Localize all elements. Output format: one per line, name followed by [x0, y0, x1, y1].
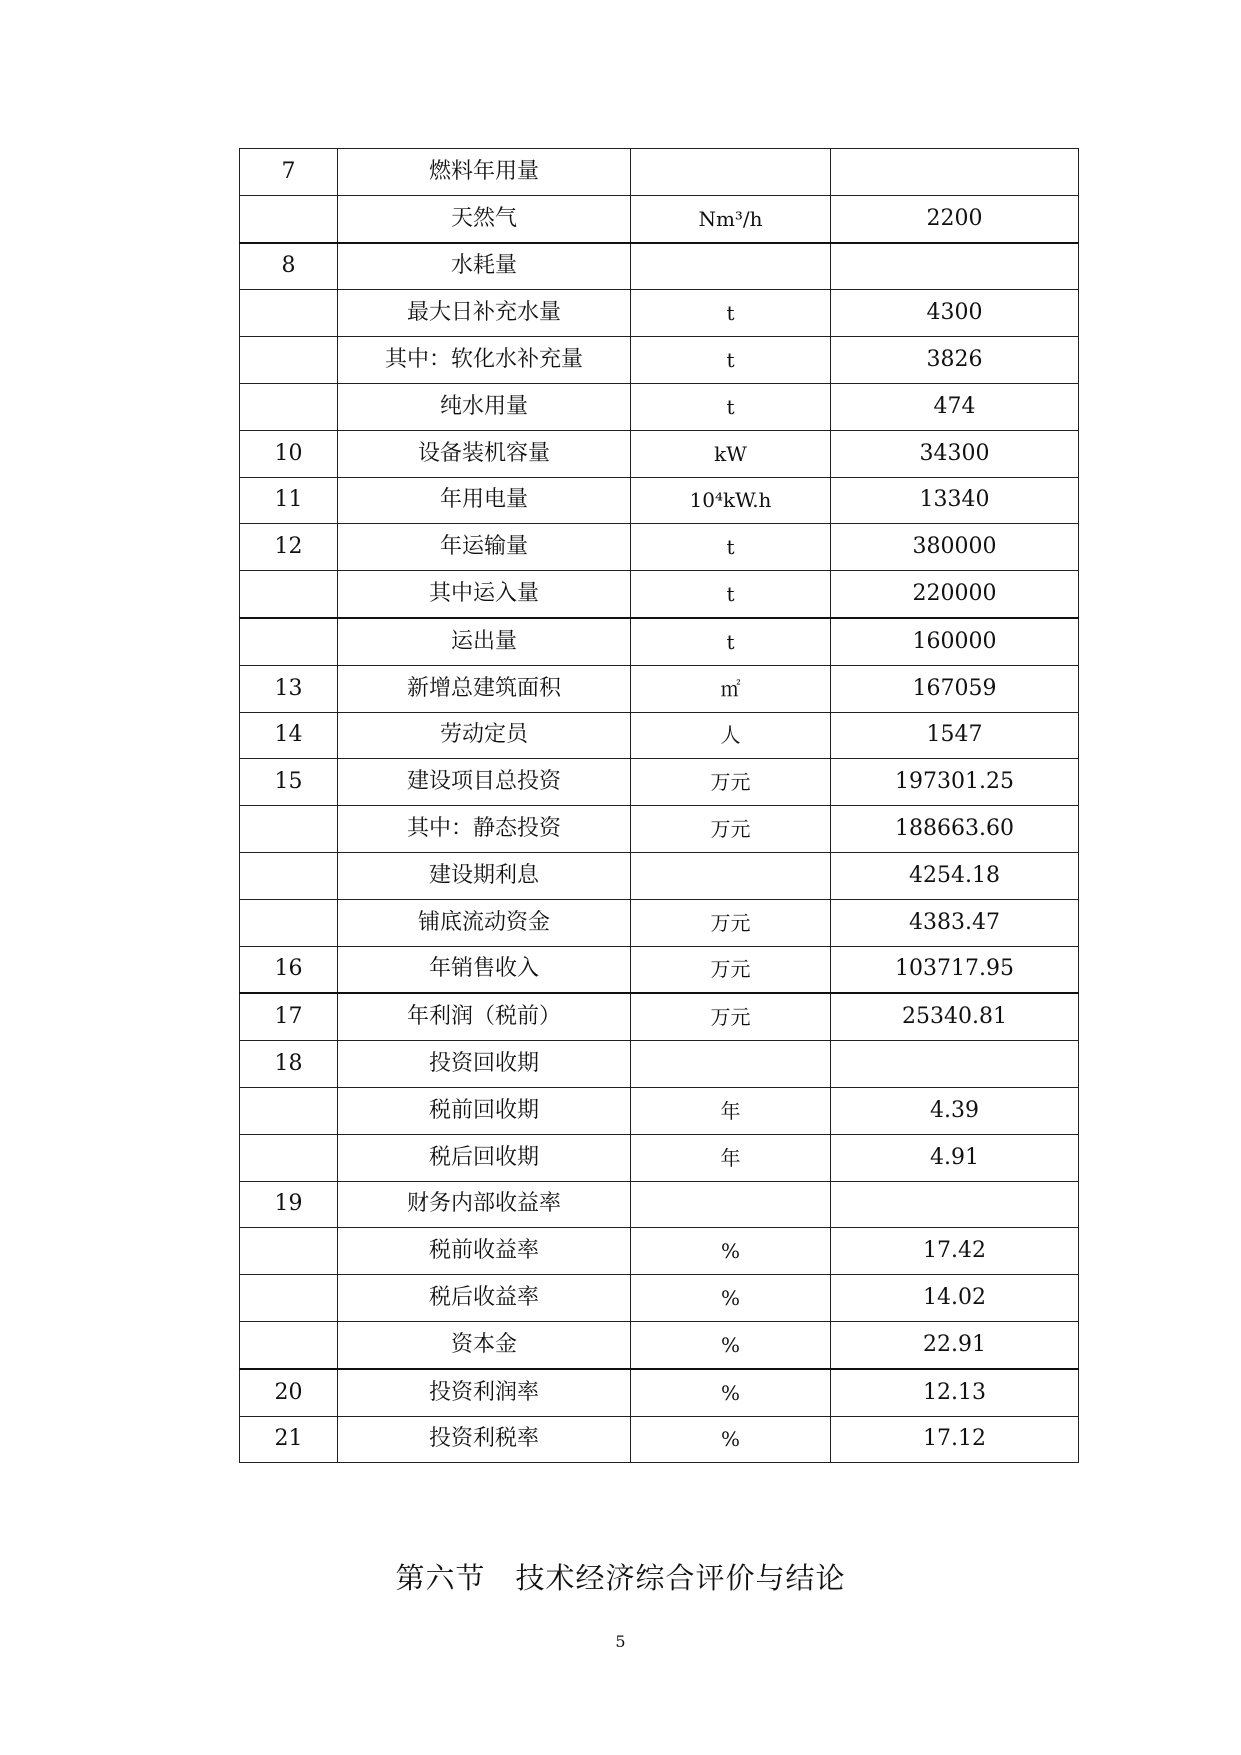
item-name-cell: 水耗量 — [338, 243, 631, 290]
item-name-cell: 年销售收入 — [338, 946, 631, 993]
unit-cell — [631, 852, 831, 899]
item-name-cell: 财务内部收益率 — [338, 1181, 631, 1228]
unit-cell: t — [631, 524, 831, 571]
unit-cell: 年 — [631, 1134, 831, 1181]
value-cell: 3826 — [831, 337, 1079, 384]
unit-cell — [631, 243, 831, 290]
item-name-cell: 其中：软化水补充量 — [338, 337, 631, 384]
value-cell — [831, 1041, 1079, 1088]
table-row — [240, 1041, 1079, 1088]
table-row — [240, 1134, 1079, 1181]
table-row — [240, 337, 1079, 384]
value-cell: 188663.60 — [831, 806, 1079, 853]
row-number-cell — [240, 195, 338, 242]
unit-cell: kW — [631, 430, 831, 477]
item-name-cell: 资本金 — [338, 1321, 631, 1368]
row-number-cell — [240, 852, 338, 899]
item-name-cell: 税后回收期 — [338, 1134, 631, 1181]
value-cell: 197301.25 — [831, 759, 1079, 806]
value-cell: 13340 — [831, 477, 1079, 524]
unit-cell: 万元 — [631, 899, 831, 946]
item-name-cell: 投资利润率 — [338, 1369, 631, 1416]
value-cell: 25340.81 — [831, 993, 1079, 1040]
row-number-cell: 19 — [240, 1181, 338, 1228]
row-number-cell: 13 — [240, 665, 338, 712]
value-cell: 160000 — [831, 618, 1079, 665]
value-cell: 4254.18 — [831, 852, 1079, 899]
unit-cell — [631, 1181, 831, 1228]
row-number-cell: 20 — [240, 1369, 338, 1416]
value-cell — [831, 1181, 1079, 1228]
item-name-cell: 其中：静态投资 — [338, 806, 631, 853]
unit-cell: 人 — [631, 712, 831, 759]
unit-cell: Nm³/h — [631, 195, 831, 242]
row-number-cell — [240, 1275, 338, 1322]
unit-cell: ㎡ — [631, 665, 831, 712]
item-name-cell: 年运输量 — [338, 524, 631, 571]
unit-cell: % — [631, 1321, 831, 1368]
item-name-cell: 建设项目总投资 — [338, 759, 631, 806]
table-row — [240, 1416, 1079, 1463]
row-number-cell: 18 — [240, 1041, 338, 1088]
value-cell: 17.42 — [831, 1228, 1079, 1275]
table-row — [240, 1369, 1079, 1416]
item-name-cell: 投资利税率 — [338, 1416, 631, 1463]
row-number-cell — [240, 1134, 338, 1181]
table-row — [240, 665, 1079, 712]
item-name-cell: 税前回收期 — [338, 1087, 631, 1134]
unit-cell: t — [631, 290, 831, 337]
row-number-cell: 16 — [240, 946, 338, 993]
item-name-cell: 铺底流动资金 — [338, 899, 631, 946]
unit-cell: 10⁴kW.h — [631, 477, 831, 524]
unit-cell: % — [631, 1369, 831, 1416]
value-cell: 2200 — [831, 195, 1079, 242]
item-name-cell: 年用电量 — [338, 477, 631, 524]
value-cell: 380000 — [831, 524, 1079, 571]
unit-cell: 万元 — [631, 993, 831, 1040]
unit-cell: 万元 — [631, 946, 831, 993]
table-row — [240, 149, 1079, 196]
item-name-cell: 投资回收期 — [338, 1041, 631, 1088]
item-name-cell: 建设期利息 — [338, 852, 631, 899]
table-row — [240, 1228, 1079, 1275]
unit-cell: 万元 — [631, 759, 831, 806]
row-number-cell — [240, 290, 338, 337]
value-cell: 34300 — [831, 430, 1079, 477]
item-name-cell: 最大日补充水量 — [338, 290, 631, 337]
row-number-cell — [240, 337, 338, 384]
row-number-cell — [240, 1087, 338, 1134]
row-number-cell: 12 — [240, 524, 338, 571]
table-row — [240, 1181, 1079, 1228]
row-number-cell: 11 — [240, 477, 338, 524]
unit-cell — [631, 1041, 831, 1088]
value-cell: 474 — [831, 383, 1079, 430]
row-number-cell — [240, 571, 338, 618]
table-row — [240, 430, 1079, 477]
unit-cell: t — [631, 571, 831, 618]
table-row — [240, 899, 1079, 946]
table-row — [240, 806, 1079, 853]
table-row — [240, 243, 1079, 290]
item-name-cell: 天然气 — [338, 195, 631, 242]
table-row — [240, 1321, 1079, 1368]
row-number-cell — [240, 618, 338, 665]
unit-cell: % — [631, 1275, 831, 1322]
item-name-cell: 设备装机容量 — [338, 430, 631, 477]
unit-cell: t — [631, 618, 831, 665]
unit-cell: % — [631, 1228, 831, 1275]
indicator-table-body — [240, 149, 1079, 1463]
item-name-cell: 劳动定员 — [338, 712, 631, 759]
table-row — [240, 1275, 1079, 1322]
value-cell — [831, 243, 1079, 290]
table-row — [240, 383, 1079, 430]
row-number-cell — [240, 806, 338, 853]
value-cell: 12.13 — [831, 1369, 1079, 1416]
row-number-cell: 17 — [240, 993, 338, 1040]
table-row — [240, 524, 1079, 571]
unit-cell: t — [631, 383, 831, 430]
row-number-cell: 7 — [240, 149, 338, 196]
value-cell: 4383.47 — [831, 899, 1079, 946]
item-name-cell: 税前收益率 — [338, 1228, 631, 1275]
row-number-cell — [240, 1228, 338, 1275]
page-number: 5 — [615, 1632, 626, 1651]
value-cell: 220000 — [831, 571, 1079, 618]
value-cell — [831, 149, 1079, 196]
value-cell: 22.91 — [831, 1321, 1079, 1368]
section-title: 第六节 技术经济综合评价与结论 — [395, 1561, 846, 1595]
value-cell: 4300 — [831, 290, 1079, 337]
indicator-table — [239, 148, 1079, 1463]
unit-cell: % — [631, 1416, 831, 1463]
table-row — [240, 1087, 1079, 1134]
table-row — [240, 993, 1079, 1040]
row-number-cell — [240, 1321, 338, 1368]
row-number-cell: 10 — [240, 430, 338, 477]
value-cell: 4.39 — [831, 1087, 1079, 1134]
row-number-cell: 14 — [240, 712, 338, 759]
table-row — [240, 195, 1079, 242]
unit-cell — [631, 149, 831, 196]
table-row — [240, 759, 1079, 806]
value-cell: 103717.95 — [831, 946, 1079, 993]
unit-cell: 年 — [631, 1087, 831, 1134]
table-row — [240, 946, 1079, 993]
table-row — [240, 571, 1079, 618]
row-number-cell — [240, 899, 338, 946]
item-name-cell: 燃料年用量 — [338, 149, 631, 196]
item-name-cell: 税后收益率 — [338, 1275, 631, 1322]
row-number-cell: 15 — [240, 759, 338, 806]
table-row — [240, 852, 1079, 899]
table-row — [240, 477, 1079, 524]
item-name-cell: 运出量 — [338, 618, 631, 665]
value-cell: 17.12 — [831, 1416, 1079, 1463]
table-row — [240, 712, 1079, 759]
row-number-cell — [240, 383, 338, 430]
row-number-cell: 8 — [240, 243, 338, 290]
table-row — [240, 290, 1079, 337]
item-name-cell: 新增总建筑面积 — [338, 665, 631, 712]
value-cell: 14.02 — [831, 1275, 1079, 1322]
unit-cell: t — [631, 337, 831, 384]
unit-cell: 万元 — [631, 806, 831, 853]
value-cell: 1547 — [831, 712, 1079, 759]
value-cell: 4.91 — [831, 1134, 1079, 1181]
row-number-cell: 21 — [240, 1416, 338, 1463]
item-name-cell: 纯水用量 — [338, 383, 631, 430]
value-cell: 167059 — [831, 665, 1079, 712]
table-row — [240, 618, 1079, 665]
item-name-cell: 其中运入量 — [338, 571, 631, 618]
item-name-cell: 年利润（税前） — [338, 993, 631, 1040]
